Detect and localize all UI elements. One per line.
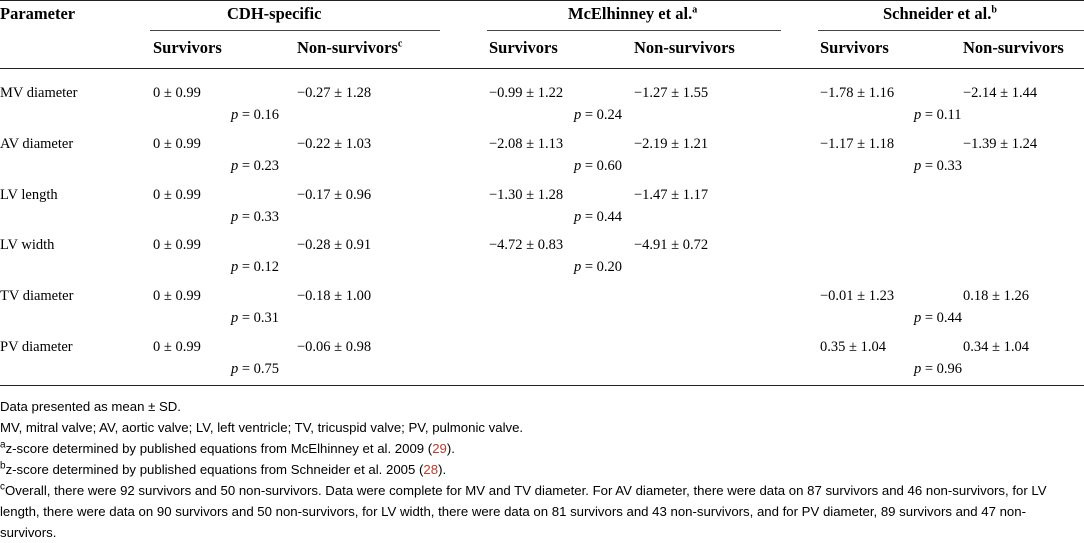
cell-cdh-survivors: 0 ± 0.99 <box>153 288 201 304</box>
footnote-a: $^a$z-score determined by published equations from McElhinney et al. 2009 (29). <box>0 439 455 456</box>
cell-cdh-pvalue: p = 0.16 <box>231 107 280 123</box>
footnote-abbreviations: MV, mitral valve; AV, aortic valve; LV, left ventricle; TV, tricuspid valve; PV, pulmonic valve. <box>0 420 524 435</box>
cell-cdh-nonsurvivors: −0.06 ± 0.98 <box>297 339 372 355</box>
row-param: PV diameter <box>0 339 73 355</box>
row-param: LV length <box>0 187 58 203</box>
cell-cdh-nonsurvivors: −0.18 ± 1.00 <box>297 288 372 304</box>
footnote-b: $^b$z-score determined by published equations from Schneider et al. 2005 (28). <box>0 460 447 477</box>
cell-sch-pvalue: p = 0.96 <box>914 361 963 377</box>
cell-mce-survivors: −2.08 ± 1.13 <box>489 136 564 152</box>
cell-cdh-survivors: 0 ± 0.99 <box>153 187 201 203</box>
group-underline-cdh <box>150 30 440 31</box>
group-underline-mcelhinney <box>487 30 781 31</box>
footnote-data-presentation: Data presented as mean ± SD. <box>0 399 181 414</box>
cell-mce-survivors: −4.72 ± 0.83 <box>489 237 564 253</box>
subheader-survivors-cdh: Survivors <box>153 38 222 57</box>
reference-link-28[interactable]: 28 <box>423 462 439 477</box>
cell-cdh-pvalue: p = 0.31 <box>231 310 280 326</box>
cell-sch-survivors: 0.35 ± 1.04 <box>820 339 886 355</box>
cell-sch-pvalue: p = 0.33 <box>914 158 963 174</box>
cell-cdh-survivors: 0 ± 0.99 <box>153 237 201 253</box>
cell-mce-nonsurvivors: −4.91 ± 0.72 <box>634 237 709 253</box>
cell-cdh-pvalue: p = 0.12 <box>231 259 280 275</box>
cell-sch-nonsurvivors: 0.34 ± 1.04 <box>963 339 1029 355</box>
cell-cdh-pvalue: p = 0.33 <box>231 209 280 225</box>
cell-cdh-nonsurvivors: −0.17 ± 0.96 <box>297 187 372 203</box>
cell-mce-pvalue: p = 0.60 <box>574 158 623 174</box>
cell-cdh-nonsurvivors: −0.28 ± 0.91 <box>297 237 372 253</box>
reference-link-29[interactable]: 29 <box>432 441 447 456</box>
group-underline-schneider <box>818 30 1084 31</box>
cell-sch-nonsurvivors: −2.14 ± 1.44 <box>963 85 1038 101</box>
header-parameter: Parameter <box>0 4 76 23</box>
row-param: TV diameter <box>0 288 74 304</box>
footnote-c: $^c$Overall, there were 92 survivors and 50 non-survivors. Data were complete for MV and TV diameter. For AV diameter, there were data on 87 survivors and 46 non-survivors, for LV length, there were data on 90 survivors and 50 non-survivors, for LV width, there were data on 81 survivors and 43 non-survivors, and for PV diameter, 89 survivors and 47 non-survivors. <box>0 481 1047 540</box>
cell-mce-survivors: −1.30 ± 1.28 <box>489 187 564 203</box>
subheader-nonsurvivors-schneider: Non-survivors <box>963 38 1064 57</box>
cell-sch-pvalue: p = 0.11 <box>914 107 962 123</box>
subheader-nonsurvivors-cdh: Non-survivors$^c$ <box>297 38 403 57</box>
row-param: MV diameter <box>0 85 78 101</box>
cell-cdh-survivors: 0 ± 0.99 <box>153 339 201 355</box>
cell-cdh-nonsurvivors: −0.27 ± 1.28 <box>297 85 372 101</box>
cell-cdh-pvalue: p = 0.75 <box>231 361 280 377</box>
cell-cdh-nonsurvivors: −0.22 ± 1.03 <box>297 136 372 152</box>
cell-mce-nonsurvivors: −1.27 ± 1.55 <box>634 85 709 101</box>
header-group-cdh: CDH-specific <box>227 4 322 23</box>
header-group-mcelhinney: McElhinney et al.$^a$ <box>568 4 698 23</box>
cell-cdh-survivors: 0 ± 0.99 <box>153 85 201 101</box>
cell-mce-pvalue: p = 0.24 <box>574 107 623 123</box>
cell-mce-nonsurvivors: −1.47 ± 1.17 <box>634 187 709 203</box>
bottom-rule <box>0 385 1084 386</box>
cell-mce-survivors: −0.99 ± 1.22 <box>489 85 564 101</box>
header-group-schneider: Schneider et al.$^b$ <box>883 4 997 23</box>
footnotes <box>0 396 1084 543</box>
cell-cdh-pvalue: p = 0.23 <box>231 158 280 174</box>
cell-mce-pvalue: p = 0.44 <box>574 209 623 225</box>
subheader-survivors-schneider: Survivors <box>820 38 889 57</box>
cell-sch-survivors: −1.17 ± 1.18 <box>820 136 895 152</box>
cell-mce-pvalue: p = 0.20 <box>574 259 623 275</box>
top-rule <box>0 0 1084 1</box>
cell-sch-pvalue: p = 0.44 <box>914 310 963 326</box>
header-rule <box>0 68 1084 69</box>
row-param: AV diameter <box>0 136 74 152</box>
row-param: LV width <box>0 237 55 253</box>
cell-sch-survivors: −0.01 ± 1.23 <box>820 288 895 304</box>
cell-mce-nonsurvivors: −2.19 ± 1.21 <box>634 136 709 152</box>
cell-sch-survivors: −1.78 ± 1.16 <box>820 85 895 101</box>
cell-sch-nonsurvivors: 0.18 ± 1.26 <box>963 288 1029 304</box>
cell-sch-nonsurvivors: −1.39 ± 1.24 <box>963 136 1038 152</box>
cell-cdh-survivors: 0 ± 0.99 <box>153 136 201 152</box>
subheader-nonsurvivors-mcelhinney: Non-survivors <box>634 38 735 57</box>
subheader-survivors-mcelhinney: Survivors <box>489 38 558 57</box>
